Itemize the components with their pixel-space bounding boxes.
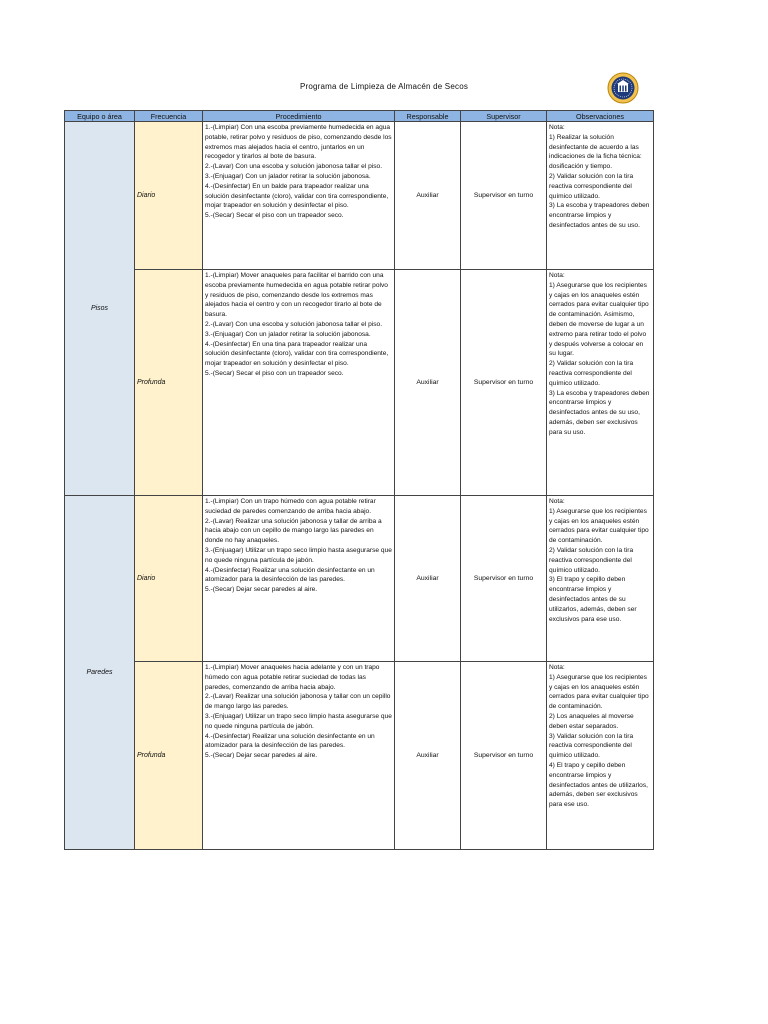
procedure-step: 4.-(Desinfectar) Realizar una solución desinfectante en un atomizador para la desinfección de las paredes. — [205, 732, 377, 750]
observations-cell — [547, 496, 654, 662]
observations-cell — [547, 122, 654, 270]
observation-line: Nota: — [549, 124, 565, 131]
observation-line: 2) Validar solución con la tira reactiva correspondiente del químico utilizado. — [549, 172, 636, 200]
procedure-step: 4.-(Desinfectar) Realizar una solución desinfectante en un atomizador para la desinfección de las paredes. — [205, 566, 377, 584]
frequency-cell: Profunda — [135, 662, 203, 850]
frequency-cell: Profunda — [135, 270, 203, 496]
procedure-step: 2.-(Lavar) Con una escoba y solución jabonosa tallar el piso. — [205, 320, 383, 328]
institution-seal-icon — [607, 72, 639, 104]
observation-line: 3) Validar solución con la tira reactiva correspondiente del químico utilizado. — [549, 732, 636, 760]
responsible-cell: Auxiliar — [395, 122, 461, 270]
responsible-cell: Auxiliar — [395, 496, 461, 662]
frequency-cell: Diario — [135, 122, 203, 270]
procedure-step: 1.-(Limpiar) Con una escoba previamente humedecida en agua potable, retirar polvo y residuos de piso, comenzando desde los extremos mas alejados hacia el centro, juntarlos en un recogedor y tirarlos al bote de basura. — [205, 124, 394, 161]
procedure-cell — [203, 270, 395, 496]
procedure-step: 4.-(Desinfectar) En un balde para trapeador realizar una solución desinfectante (cloro), validar con tira correspondiente, mojar trapeador en solución y desinfectar el piso. — [205, 182, 391, 210]
document-title: Programa de Limpieza de Almacén de Secos — [299, 82, 469, 91]
observation-line: 1) Asegurarse que los recipientes y cajas en los anaqueles estén cerrados para evitar cualquier tipo de contaminación. Asimismo, deben de moverse de lugar a un extremo para retirar todo el polvo y después volverse a colocar en su lugar. — [549, 281, 651, 358]
table-row — [65, 662, 654, 850]
procedure-step: 3.-(Enjuagar) Utilizar un trapo seco limpio hasta asegurarse que no quede ninguna partícula de jabón. — [205, 546, 394, 564]
header-observaciones: Observaciones — [547, 111, 654, 122]
procedure-step: 5.-(Secar) Dejar secar paredes al aire. — [205, 752, 318, 760]
procedure-step: 3.-(Enjuagar) Con un jalador retirar la solución jabonosa. — [205, 330, 371, 338]
observation-line: 2) Validar solución con la tira reactiva correspondiente del químico utilizado. — [549, 546, 636, 574]
supervisor-cell: Supervisor en turno — [461, 496, 547, 662]
procedure-step: 1.-(Limpiar) Mover anaqueles para facilitar el barrido con una escoba previamente humedecida en agua potable retirar polvo y residuos de piso, comenzando desde los extremos mas alejados hacia el centro y con un recogedor tirarlo al bote de basura. — [205, 272, 390, 319]
responsible-cell: Auxiliar — [395, 270, 461, 496]
observation-line: 1) Asegurarse que los recipientes y cajas en los anaqueles estén cerrados para evitar cualquier tipo de contaminación. — [549, 673, 651, 711]
supervisor-cell: Supervisor en turno — [461, 122, 547, 270]
observation-line: Nota: — [549, 498, 565, 505]
observation-line: 4) El trapo y cepillo deben encontrarse limpios y desinfectados antes de utilizarlos, además, deben ser exclusivos para ese uso. — [549, 761, 650, 809]
procedure-cell — [203, 122, 395, 270]
procedure-step: 2.-(Lavar) Realizar una solución jabonosa y tallar de arriba a hacia abajo con un cepillo de mango largo las paredes en donde no hay anaqueles. — [205, 517, 384, 545]
procedure-step: 1.-(Limpiar) Con un trapo húmedo con agua potable retirar suciedad de paredes comenzando de arriba hacia abajo. — [205, 498, 378, 515]
header-frecuencia: Frecuencia — [135, 111, 203, 122]
area-cell-paredes: Paredes — [65, 496, 135, 850]
procedure-step: 1.-(Limpiar) Mover anaqueles hacia adelante y con un trapo húmedo con agua potable retirar suciedad de todas las paredes, comenzando de arriba hacia abajo. — [205, 664, 382, 691]
observation-line: 2) Validar solución con la tira reactiva correspondiente del químico utilizado. — [549, 360, 636, 387]
table-row — [65, 270, 654, 496]
table-row — [65, 496, 654, 662]
header-responsable: Responsable — [395, 111, 461, 122]
procedure-cell — [203, 496, 395, 662]
observation-line: 1) Realizar la solución desinfectante de acuerdo a las indicaciones de la ficha técnica: dosificación y tiempo. — [549, 133, 644, 171]
header-supervisor: Supervisor — [461, 111, 547, 122]
responsible-cell: Auxiliar — [395, 662, 461, 850]
procedure-step: 5.-(Secar) Secar el piso con un trapeador seco. — [205, 212, 344, 220]
supervisor-cell: Supervisor en turno — [461, 662, 547, 850]
header-equipo-area: Equipo o área — [65, 111, 135, 122]
observation-line: Nota: — [549, 664, 565, 671]
table-row — [65, 122, 654, 270]
procedure-step: 2.-(Lavar) Con una escoba y solución jabonosa tallar el piso. — [205, 163, 383, 171]
procedure-step: 4.-(Desinfectar) En una tina para trapeador realizar una solución desinfectante (cloro), validar con tira correspondiente, mojar trapeador en solución y desinfectar el piso. — [205, 340, 391, 368]
observation-line: Nota: — [549, 272, 565, 279]
procedure-step: 3.-(Enjuagar) Utilizar un trapo seco limpio hasta asegurarse que no quede ninguna partícula de jabón. — [205, 712, 394, 730]
table-header-row — [65, 111, 654, 122]
frequency-cell: Diario — [135, 496, 203, 662]
procedure-step: 5.-(Secar) Dejar secar paredes al aire. — [205, 586, 318, 594]
procedure-step: 3.-(Enjuagar) Con un jalador retirar la solución jabonosa. — [205, 172, 371, 180]
procedure-step: 5.-(Secar) Secar el piso con un trapeador seco. — [205, 369, 344, 377]
header-procedimiento: Procedimiento — [203, 111, 395, 122]
supervisor-cell: Supervisor en turno — [461, 270, 547, 496]
observation-line: 2) Los anaqueles al moverse deben estar separados. — [549, 712, 636, 730]
observation-line: 1) Asegurarse que los recipientes y cajas en los anaqueles estén cerrados para evitar cualquier tipo de contaminación. — [549, 507, 651, 545]
observations-cell — [547, 662, 654, 850]
observation-line: 3) La escoba y trapeadores deben encontrarse limpios y desinfectados antes de su uso, además, deben ser exclusivos para su uso. — [549, 389, 652, 436]
cleaning-program-table — [64, 110, 654, 850]
area-cell-pisos: Pisos — [65, 122, 135, 496]
procedure-cell — [203, 662, 395, 850]
procedure-step: 2.-(Lavar) Realizar una solución jabonosa y tallar con un cepillo de mango largo las paredes. — [205, 693, 393, 711]
observations-cell — [547, 270, 654, 496]
observation-line: 3) La escoba y trapeadores deben encontrarse limpios y desinfectados antes de su uso. — [549, 202, 652, 229]
observation-line: 3) El trapo y cepillo deben encontrarse limpios y desinfectados antes de su utilizarlos, además, deben ser exclusivos para ese uso. — [549, 576, 639, 623]
